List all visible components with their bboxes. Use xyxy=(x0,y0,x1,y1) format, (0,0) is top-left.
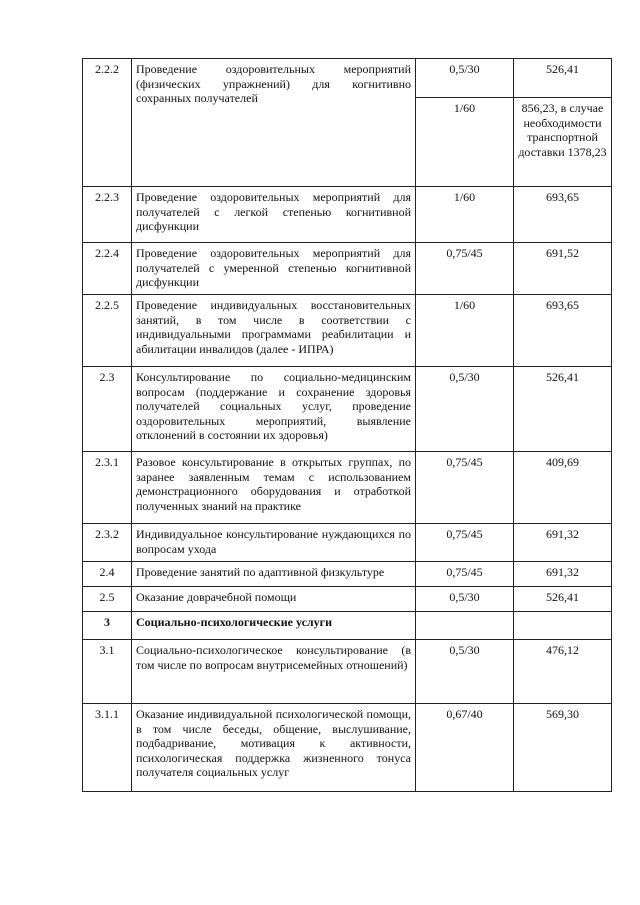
row-number: 3.1.1 xyxy=(83,704,132,792)
row-description: Социально-психологическое консультирование (в том числе по вопросам внутрисемейных отношений) xyxy=(132,640,416,704)
section-row xyxy=(83,612,612,640)
services-table xyxy=(82,58,612,792)
row-norm: 0,5/30 xyxy=(416,587,514,612)
table-row xyxy=(83,640,612,704)
row-number: 2.2.5 xyxy=(83,295,132,367)
table-row xyxy=(83,367,612,452)
row-norm: 1/60 xyxy=(416,98,514,187)
row-price: 526,41 xyxy=(514,587,612,612)
row-number: 2.2.2 xyxy=(83,59,132,187)
row-norm: 0,75/45 xyxy=(416,243,514,295)
row-number: 2.2.4 xyxy=(83,243,132,295)
row-number: 2.2.3 xyxy=(83,187,132,243)
row-description: Разовое консультирование в открытых группах, по заранее заявленным темам с использованием демонстрационного оборудования и отработкой полученных знаний на практике xyxy=(132,452,416,524)
row-number: 2.3 xyxy=(83,367,132,452)
row-norm: 0,5/30 xyxy=(416,59,514,98)
section-number: 3 xyxy=(83,612,132,640)
row-norm: 0,5/30 xyxy=(416,367,514,452)
row-number: 2.4 xyxy=(83,562,132,587)
table-row xyxy=(83,452,612,524)
row-price: 691,32 xyxy=(514,524,612,562)
table-row xyxy=(83,243,612,295)
row-norm: 0,75/45 xyxy=(416,452,514,524)
row-price: 526,41 xyxy=(514,59,612,98)
row-norm: 1/60 xyxy=(416,295,514,367)
row-description: Проведение индивидуальных восстановительных занятий, в том числе в соответствии с индивидуальными программами реабилитации и абилитации инвалидов (далее - ИПРА) xyxy=(132,295,416,367)
row-price: 409,69 xyxy=(514,452,612,524)
row-norm: 0,67/40 xyxy=(416,704,514,792)
row-description: Проведение оздоровительных мероприятий для получателей с умеренной степенью когнитивной дисфункции xyxy=(132,243,416,295)
row-norm: 0,5/30 xyxy=(416,640,514,704)
row-description: Оказание индивидуальной психологической помощи, в том числе беседы, общение, выслушивание, подбадривание, мотивация к активности, психологическая поддержка жизненного тонуса получателя социальных услуг xyxy=(132,704,416,792)
section-title: Социально-психологические услуги xyxy=(132,612,416,640)
row-price: 569,30 xyxy=(514,704,612,792)
row-description: Оказание доврачебной помощи xyxy=(132,587,416,612)
row-price: 693,65 xyxy=(514,187,612,243)
row-price xyxy=(514,612,612,640)
row-number: 2.3.2 xyxy=(83,524,132,562)
row-norm: 0,75/45 xyxy=(416,524,514,562)
table-row xyxy=(83,587,612,612)
row-norm: 0,75/45 xyxy=(416,562,514,587)
table-row xyxy=(83,562,612,587)
table-row xyxy=(83,524,612,562)
row-number: 2.5 xyxy=(83,587,132,612)
table-row xyxy=(83,295,612,367)
row-description: Индивидуальное консультирование нуждающихся по вопросам ухода xyxy=(132,524,416,562)
row-number: 3.1 xyxy=(83,640,132,704)
row-price: 691,32 xyxy=(514,562,612,587)
table-row xyxy=(83,59,612,98)
row-price: 693,65 xyxy=(514,295,612,367)
table-row xyxy=(83,704,612,792)
table-row xyxy=(83,187,612,243)
row-number: 2.3.1 xyxy=(83,452,132,524)
row-price: 691,52 xyxy=(514,243,612,295)
row-description: Проведение занятий по адаптивной физкультуре xyxy=(132,562,416,587)
row-norm: 1/60 xyxy=(416,187,514,243)
row-price: 856,23, в случае необходимости транспортной доставки 1378,23 xyxy=(514,98,612,187)
row-price: 526,41 xyxy=(514,367,612,452)
row-price: 476,12 xyxy=(514,640,612,704)
row-description: Проведение оздоровительных мероприятий (физических упражнений) для когнитивно сохранных получателей xyxy=(132,59,416,187)
row-description: Проведение оздоровительных мероприятий для получателей с легкой степенью когнитивной дисфункции xyxy=(132,187,416,243)
row-norm xyxy=(416,612,514,640)
row-description: Консультирование по социально-медицинским вопросам (поддержание и сохранение здоровья получателей социальных услуг, проведение оздоровительных мероприятий, выявление отклонений в состоянии их здоровья) xyxy=(132,367,416,452)
